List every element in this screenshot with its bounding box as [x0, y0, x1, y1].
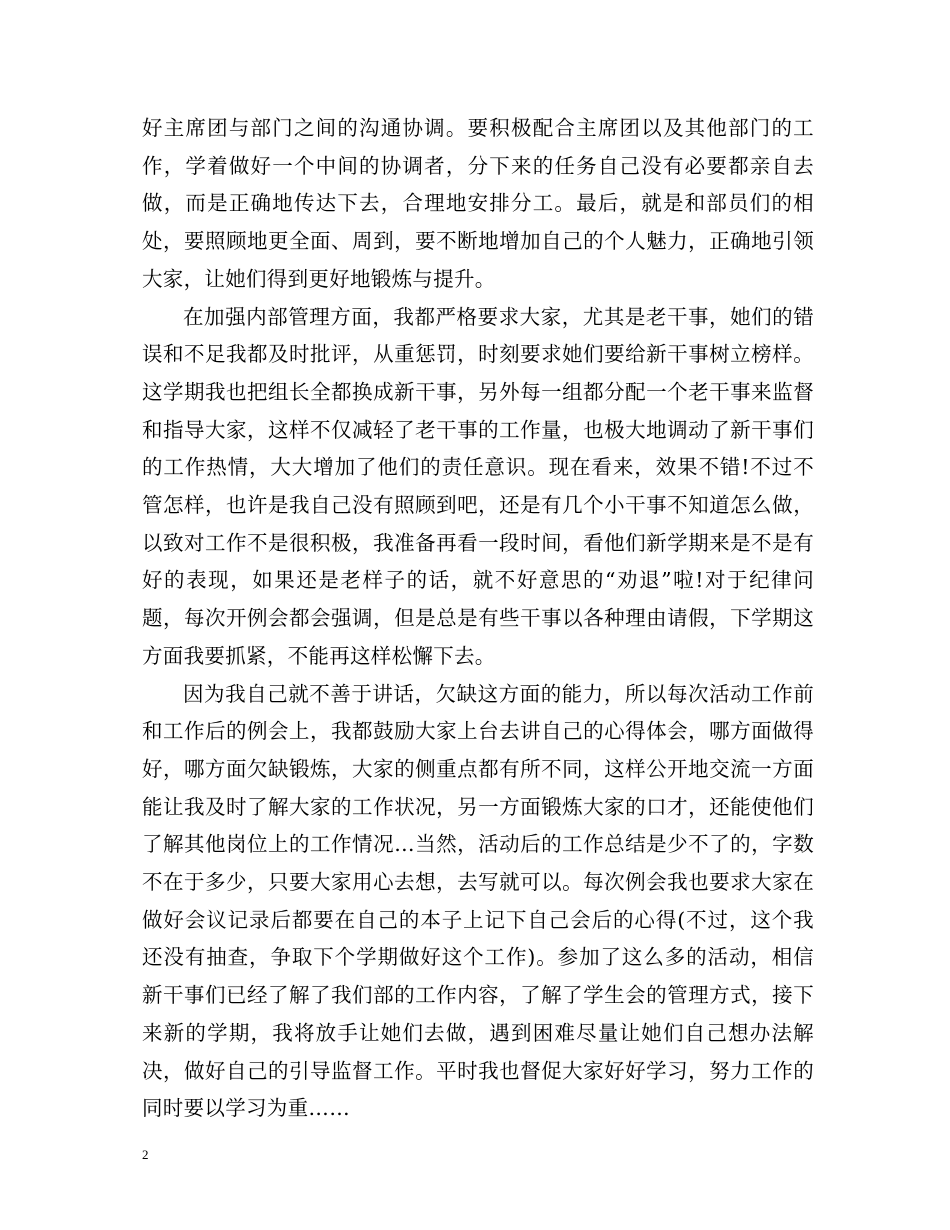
document-body	[142, 110, 814, 1128]
paragraph-3: 因为我自己就不善于讲话，欠缺这方面的能力，所以每次活动工作前和工作后的例会上，我都鼓励大家上台去讲自己的心得体会，哪方面做得好，哪方面欠缺锻炼，大家的侧重点都有所不同，这样公开地交流一方面能让我及时了解大家的工作状况，另一方面锻炼大家的口才，还能使他们了解其他岗位上的工作情况…当然，活动后的工作总结是少不了的，字数不在于多少，只要大家用心去想，去写就可以。每次例会我也要求大家在做好会议记录后都要在自己的本子上记下自己会后的心得(不过，这个我还没有抽查，争取下个学期做好这个工作)。参加了这么多的活动，相信新干事们已经了解了我们部的工作内容，了解了学生会的管理方式，接下来新的学期，我将放手让她们去做，遇到困难尽量让她们自己想办法解决，做好自己的引导监督工作。平时我也督促大家好好学习，努力工作的同时要以学习为重……	[142, 681, 814, 1121]
paragraph-2: 在加强内部管理方面，我都严格要求大家，尤其是老干事，她们的错误和不足我都及时批评，从重惩罚，时刻要求她们要给新干事树立榜样。这学期我也把组长全都换成新干事，另外每一组都分配一个老干事来监督和指导大家，这样不仅减轻了老干事的工作量，也极大地调动了新干事们的工作热情，大大增加了他们的责任意识。现在看来，效果不错!不过不管怎样，也许是我自己没有照顾到吧，还是有几个小干事不知道怎么做，以致对工作不是很积极，我准备再看一段时间，看他们新学期来是不是有好的表现，如果还是老样子的话，就不好意思的“劝退”啦!对于纪律问题，每次开例会都会强调，但是总是有些干事以各种理由请假，下学期这方面我要抓紧，不能再这样松懈下去。	[142, 304, 814, 668]
page-number: 2	[142, 1147, 149, 1162]
paragraph-1: 好主席团与部门之间的沟通协调。要积极配合主席团以及其他部门的工作，学着做好一个中间的协调者，分下来的任务自己没有必要都亲自去做，而是正确地传达下去，合理地安排分工。最后，就是和部员们的相处，要照顾地更全面、周到，要不断地增加自己的个人魅力，正确地引领大家，让她们得到更好地锻炼与提升。	[142, 116, 814, 291]
